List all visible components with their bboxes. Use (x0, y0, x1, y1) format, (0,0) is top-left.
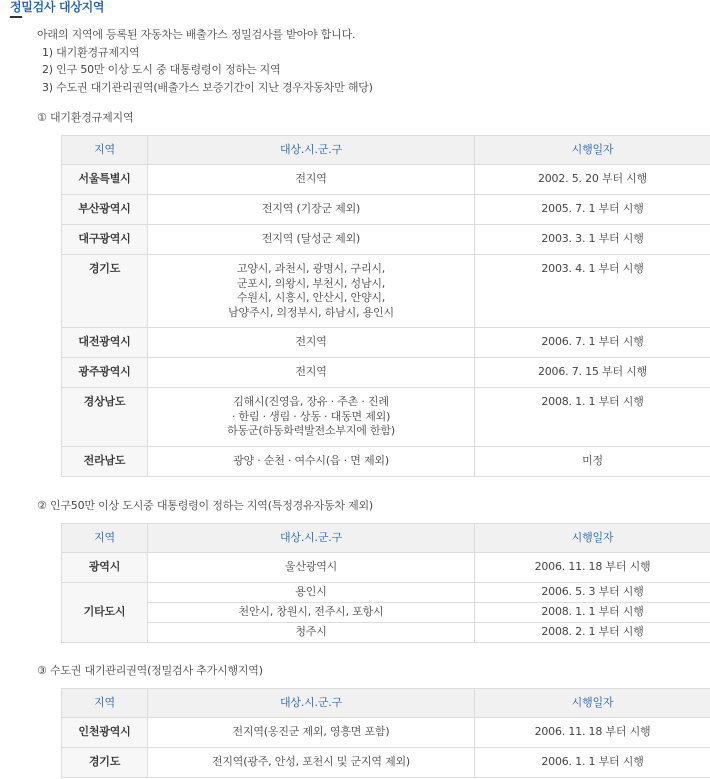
region-cell: 광역시 (62, 553, 148, 583)
column-header-target: 대상.시.군.구 (148, 689, 475, 718)
region-cell: 대구광역시 (62, 225, 148, 255)
section3-table (61, 688, 710, 778)
date-cell: 2006. 7. 1 부터 시행 (475, 328, 710, 358)
date-cell: 2006. 11. 18 부터 시행 (475, 553, 710, 583)
target-line: 수원시, 시흥시, 안산시, 안양시, (236, 291, 386, 304)
table-row (62, 165, 710, 195)
region-cell: 경기도 (62, 748, 148, 778)
table-row (62, 195, 710, 225)
target-cell: 전지역 (148, 328, 475, 358)
table-row (62, 603, 710, 623)
intro-text (37, 26, 373, 96)
target-cell: 전지역 (148, 358, 475, 388)
target-cell: 전지역(옹진군 제외, 영흥면 포함) (148, 718, 475, 748)
date-cell: 2002. 5. 20 부터 시행 (475, 165, 710, 195)
title-underline (10, 16, 22, 18)
table-row (62, 447, 710, 477)
region-cell: 대전광역시 (62, 328, 148, 358)
target-cell: 울산광역시 (148, 553, 475, 583)
date-cell: 2008. 2. 1 부터 시행 (475, 623, 710, 643)
target-line: · 한림 · 생림 · 상동 · 대동면 제외) (231, 409, 391, 423)
region-cell: 경기도 (62, 255, 148, 328)
date-cell: 2003. 4. 1 부터 시행 (475, 255, 710, 328)
date-cell: 2008. 1. 1 부터 시행 (475, 603, 710, 623)
target-cell (148, 388, 475, 447)
intro-line: 1) 대기환경규제지역 (42, 45, 140, 59)
target-line: 김해시(진영읍, 장유 · 주촌 · 진례 (233, 395, 389, 408)
table-row (62, 553, 710, 583)
target-cell: 용인시 (148, 583, 475, 603)
intro-line: 3) 수도권 대기관리권역(배출가스 보증기간이 지난 경우자동차만 해당) (42, 80, 373, 94)
target-cell: 전지역(광주, 안성, 포천시 및 군지역 제외) (148, 748, 475, 778)
region-cell: 서울특별시 (62, 165, 148, 195)
date-cell: 2005. 7. 1 부터 시행 (475, 195, 710, 225)
table-row (62, 358, 710, 388)
target-cell: 전지역 (기장군 제외) (148, 195, 475, 225)
target-cell: 광양 · 순천 · 여수시(읍 · 면 제외) (148, 447, 475, 477)
table-row (62, 255, 710, 328)
section1-title: ① 대기환경규제지역 (37, 111, 134, 124)
target-cell: 청주시 (148, 623, 475, 643)
intro-line: 아래의 지역에 등록된 자동차는 배출가스 정밀검사를 받아야 합니다. (37, 28, 356, 41)
target-line: 남양주시, 의정부시, 하남시, 용인시 (228, 305, 394, 319)
date-cell: 2006. 1. 1 부터 시행 (475, 748, 710, 778)
date-cell: 2006. 7. 15 부터 시행 (475, 358, 710, 388)
table-row (62, 225, 710, 255)
target-cell: 전지역 (148, 165, 475, 195)
column-header-target: 대상.시.군.구 (148, 524, 475, 553)
target-line: 고양시, 과천시, 광명시, 구리시, (236, 262, 386, 275)
region-cell: 인천광역시 (62, 718, 148, 748)
date-cell: 2003. 3. 1 부터 시행 (475, 225, 710, 255)
region-cell: 기타도시 (62, 583, 148, 643)
section3-title: ③ 수도권 대기관리권역(정밀검사 추가시행지역) (37, 664, 263, 677)
table-row (62, 623, 710, 643)
column-header-region: 지역 (62, 524, 148, 553)
column-header-date: 시행일자 (475, 524, 710, 553)
table-row (62, 748, 710, 778)
column-header-target: 대상.시.군.구 (148, 136, 475, 165)
table-row (62, 328, 710, 358)
column-header-date: 시행일자 (475, 136, 710, 165)
column-header-region: 지역 (62, 689, 148, 718)
date-cell: 2006. 11. 18 부터 시행 (475, 718, 710, 748)
page-title: 정밀검사 대상지역 (10, 0, 105, 14)
intro-line: 2) 인구 50만 이상 도시 중 대통령령이 정하는 지역 (42, 63, 281, 76)
region-cell: 전라남도 (62, 447, 148, 477)
target-cell: 천안시, 창원시, 전주시, 포항시 (148, 603, 475, 623)
column-header-date: 시행일자 (475, 689, 710, 718)
region-cell: 광주광역시 (62, 358, 148, 388)
target-line: 군포시, 의왕시, 부천시, 성남시, (236, 276, 386, 290)
section1-table (61, 135, 710, 477)
date-cell: 2008. 1. 1 부터 시행 (475, 388, 710, 447)
region-cell: 부산광역시 (62, 195, 148, 225)
table-row (62, 583, 710, 603)
target-cell: 전지역 (달성군 제외) (148, 225, 475, 255)
region-cell: 경상남도 (62, 388, 148, 447)
column-header-region: 지역 (62, 136, 148, 165)
table-row (62, 388, 710, 447)
section2-table (61, 523, 710, 643)
target-line: 하동군(하동화력발전소부지에 한함) (227, 424, 395, 437)
date-cell: 미정 (475, 447, 710, 477)
target-cell (148, 255, 475, 328)
section2-title: ② 인구50만 이상 도시중 대통령령이 정하는 지역(특정경유자동차 제외) (37, 499, 374, 512)
table-row (62, 718, 710, 748)
date-cell: 2006. 5. 3 부터 시행 (475, 583, 710, 603)
